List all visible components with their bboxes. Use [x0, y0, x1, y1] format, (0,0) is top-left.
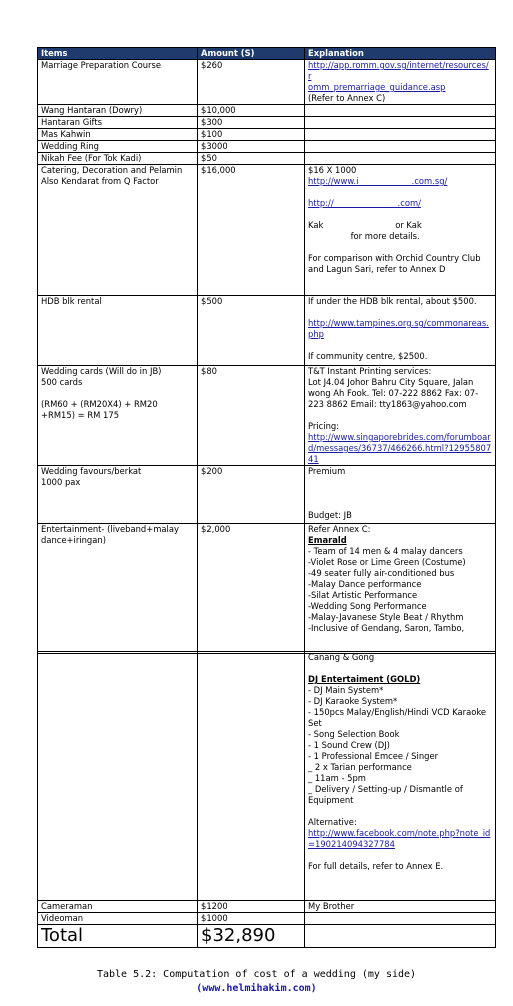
- item-text: Also Kendarat from Q Factor: [41, 176, 159, 186]
- explanation-text: - Team of 14 men & 4 malay dancers: [308, 546, 463, 556]
- cost-table-part-2: [37, 651, 496, 948]
- item-text: Videoman: [41, 913, 84, 923]
- table-caption: Table 5.2: Computation of cost of a wedding (my side): [96, 969, 417, 980]
- item-text: (RM60 + (RM20X4) + RM20: [41, 399, 158, 409]
- item-text: Mas Kahwin: [41, 129, 91, 139]
- table-row: [38, 366, 496, 466]
- explanation-text: -Violet Rose or Lime Green (Costume): [308, 557, 466, 567]
- explanation-link[interactable]: http:// .com/: [308, 198, 421, 208]
- table-row: [38, 165, 496, 296]
- item-cell: [38, 153, 198, 165]
- explanation-text: _ 2 x Tarian performance: [308, 762, 412, 772]
- table-row: [38, 105, 496, 117]
- explanation-link[interactable]: d/messages/36737/466266.html?12955807: [308, 443, 492, 453]
- amount-cell: $200: [198, 466, 305, 524]
- item-text: Hantaran Gifts: [41, 117, 102, 127]
- total-explanation: [305, 925, 496, 948]
- item-cell: [38, 296, 198, 366]
- explanation-text: - DJ Main System*: [308, 685, 384, 695]
- explanation-text: Canang & Gong: [308, 652, 375, 662]
- explanation-text: -Inclusive of Gendang, Saron, Tambo,: [308, 623, 465, 633]
- explanation-text: DJ Entertaiment (GOLD): [308, 674, 421, 684]
- explanation-link[interactable]: http://www.facebook.com/note.php?note_id: [308, 828, 491, 838]
- explanation-text: Pricing:: [308, 421, 340, 431]
- explanation-text: [308, 850, 492, 861]
- explanation-cell: [305, 913, 496, 925]
- item-cell: [38, 60, 198, 105]
- explanation-text: wong Ah Fook. Tel: 07-222 8862 Fax: 07-: [308, 388, 479, 398]
- explanation-text: If community centre, $2500.: [308, 351, 428, 361]
- explanation-text: Premium: [308, 466, 346, 476]
- explanation-cell: [305, 165, 496, 296]
- explanation-text: Equipment: [308, 795, 354, 805]
- item-text: Marriage Preparation Course: [41, 60, 161, 70]
- explanation-cell: [305, 141, 496, 153]
- table-row: [38, 153, 496, 165]
- explanation-text: -Malay-Javanese Style Beat / Rhythm: [308, 612, 464, 622]
- table-row: [38, 466, 496, 524]
- explanation-text: [308, 209, 492, 220]
- item-cell: [38, 652, 198, 901]
- item-text: +RM15) = RM 175: [41, 410, 120, 420]
- explanation-text: (Refer to Annex C): [308, 93, 386, 103]
- table-row: [38, 60, 496, 105]
- explanation-text: [308, 340, 492, 351]
- explanation-text: Set: [308, 718, 322, 728]
- total-amount: $32,890: [198, 925, 305, 948]
- explanation-text: - Song Selection Book: [308, 729, 400, 739]
- item-text: Entertainment- (liveband+malay: [41, 524, 179, 534]
- item-text: Cameraman: [41, 901, 93, 911]
- explanation-cell: [305, 901, 496, 913]
- amount-cell: $16,000: [198, 165, 305, 296]
- explanation-cell: [305, 524, 496, 654]
- amount-cell: $500: [198, 296, 305, 366]
- item-cell: [38, 165, 198, 296]
- amount-cell: [198, 652, 305, 901]
- item-cell: [38, 901, 198, 913]
- explanation-text: Emarald: [308, 535, 347, 545]
- explanation-cell: [305, 652, 496, 901]
- explanation-link[interactable]: 41: [308, 454, 319, 464]
- amount-cell: $80: [198, 366, 305, 466]
- header-explanation: Explanation: [305, 48, 496, 60]
- explanation-link[interactable]: php: [308, 329, 324, 339]
- explanation-text: Alternative:: [308, 817, 357, 827]
- table-header-row: [38, 48, 496, 60]
- item-cell: [38, 117, 198, 129]
- explanation-text: -49 seater fully air-conditioned bus: [308, 568, 455, 578]
- explanation-text: - 150pcs Malay/English/Hindi VCD Karaoke: [308, 707, 487, 717]
- explanation-text: For full details, refer to Annex E.: [308, 861, 444, 871]
- amount-cell: $260: [198, 60, 305, 105]
- item-text: dance+iringan): [41, 535, 106, 545]
- explanation-cell: [305, 60, 496, 105]
- explanation-text: - 1 Professional Emcee / Singer: [308, 751, 439, 761]
- item-cell: [38, 141, 198, 153]
- explanation-text: 223 8862 Email: tty1863@yahoo.com: [308, 399, 467, 409]
- item-text: HDB blk rental: [41, 296, 102, 306]
- explanation-text: [308, 663, 492, 674]
- amount-cell: $1000: [198, 913, 305, 925]
- total-row: [38, 925, 496, 948]
- explanation-text: My Brother: [308, 901, 355, 911]
- explanation-text: [308, 307, 492, 318]
- explanation-link[interactable]: =190214094327784: [308, 839, 395, 849]
- explanation-text: T&T Instant Printing services:: [308, 366, 432, 376]
- table-row: [38, 652, 496, 901]
- explanation-text: [308, 488, 492, 499]
- table-row: [38, 129, 496, 141]
- explanation-text: [308, 410, 492, 421]
- explanation-cell: [305, 153, 496, 165]
- item-cell: [38, 129, 198, 141]
- item-text: Wang Hantaran (Dowry): [41, 105, 143, 115]
- explanation-text: _ Delivery / Setting-up / Dismantle of: [308, 784, 463, 794]
- table-row: [38, 141, 496, 153]
- source-caption: (www.helmihakim.com): [196, 983, 317, 994]
- explanation-text: -Wedding Song Performance: [308, 601, 427, 611]
- item-text: 500 cards: [41, 377, 83, 387]
- explanation-cell: [305, 296, 496, 366]
- table-row: [38, 901, 496, 913]
- item-text: 1000 pax: [41, 477, 81, 487]
- item-text: Nikah Fee (For Tok Kadi): [41, 153, 142, 163]
- header-items: Items: [38, 48, 198, 60]
- item-text: Wedding cards (Will do in JB): [41, 366, 162, 376]
- amount-cell: $3000: [198, 141, 305, 153]
- explanation-text: Kak or Kak: [308, 220, 422, 230]
- explanation-text: [308, 806, 492, 817]
- table-row: [38, 524, 496, 654]
- explanation-text: [308, 499, 492, 510]
- cost-table-part-1: [37, 47, 496, 654]
- explanation-text: $16 X 1000: [308, 165, 357, 175]
- explanation-text: Lot J4.04 Johor Bahru City Square, Jalan: [308, 377, 474, 387]
- explanation-text: -Silat Artistic Performance: [308, 590, 418, 600]
- table-row: [38, 913, 496, 925]
- explanation-text: Budget: JB: [308, 510, 352, 520]
- explanation-link[interactable]: http://www.i .com.sg/: [308, 176, 448, 186]
- explanation-text: For comparison with Orchid Country Club: [308, 253, 481, 263]
- amount-cell: $300: [198, 117, 305, 129]
- explanation-link[interactable]: http://app.romm.gov.sg/internet/resources/r: [308, 60, 489, 81]
- item-text: Wedding favours/berkat: [41, 466, 142, 476]
- item-text: [41, 388, 194, 399]
- explanation-text: If under the HDB blk rental, about $500.: [308, 296, 477, 306]
- explanation-text: _ 11am - 5pm: [308, 773, 366, 783]
- amount-cell: $1200: [198, 901, 305, 913]
- item-text: Wedding Ring: [41, 141, 99, 151]
- explanation-cell: [305, 466, 496, 524]
- amount-cell: $2,000: [198, 524, 305, 654]
- header-amount: Amount (S): [198, 48, 305, 60]
- explanation-cell: [305, 105, 496, 117]
- amount-cell: $10,000: [198, 105, 305, 117]
- explanation-text: [308, 187, 492, 198]
- item-text: Catering, Decoration and Pelamin: [41, 165, 183, 175]
- explanation-text: [308, 477, 492, 488]
- item-cell: [38, 466, 198, 524]
- explanation-cell: [305, 117, 496, 129]
- item-cell: [38, 366, 198, 466]
- explanation-text: - DJ Karaoke System*: [308, 696, 398, 706]
- explanation-text: [308, 242, 492, 253]
- item-cell: [38, 524, 198, 654]
- item-cell: [38, 105, 198, 117]
- explanation-text: for more details.: [308, 231, 420, 241]
- item-cell: [38, 913, 198, 925]
- explanation-text: and Lagun Sari, refer to Annex D: [308, 264, 446, 274]
- explanation-cell: [305, 129, 496, 141]
- amount-cell: $50: [198, 153, 305, 165]
- table-row: [38, 296, 496, 366]
- explanation-text: Refer Annex C:: [308, 524, 371, 534]
- explanation-text: -Malay Dance performance: [308, 579, 422, 589]
- explanation-cell: [305, 366, 496, 466]
- explanation-link[interactable]: omm_premarriage_guidance.asp: [308, 82, 446, 92]
- explanation-link[interactable]: http://www.singaporebrides.com/forumboar: [308, 432, 491, 442]
- explanation-text: - 1 Sound Crew (DJ): [308, 740, 390, 750]
- explanation-link[interactable]: http://www.tampines.org.sg/commonareas.: [308, 318, 489, 328]
- total-label: Total: [38, 925, 198, 948]
- amount-cell: $100: [198, 129, 305, 141]
- table-row: [38, 117, 496, 129]
